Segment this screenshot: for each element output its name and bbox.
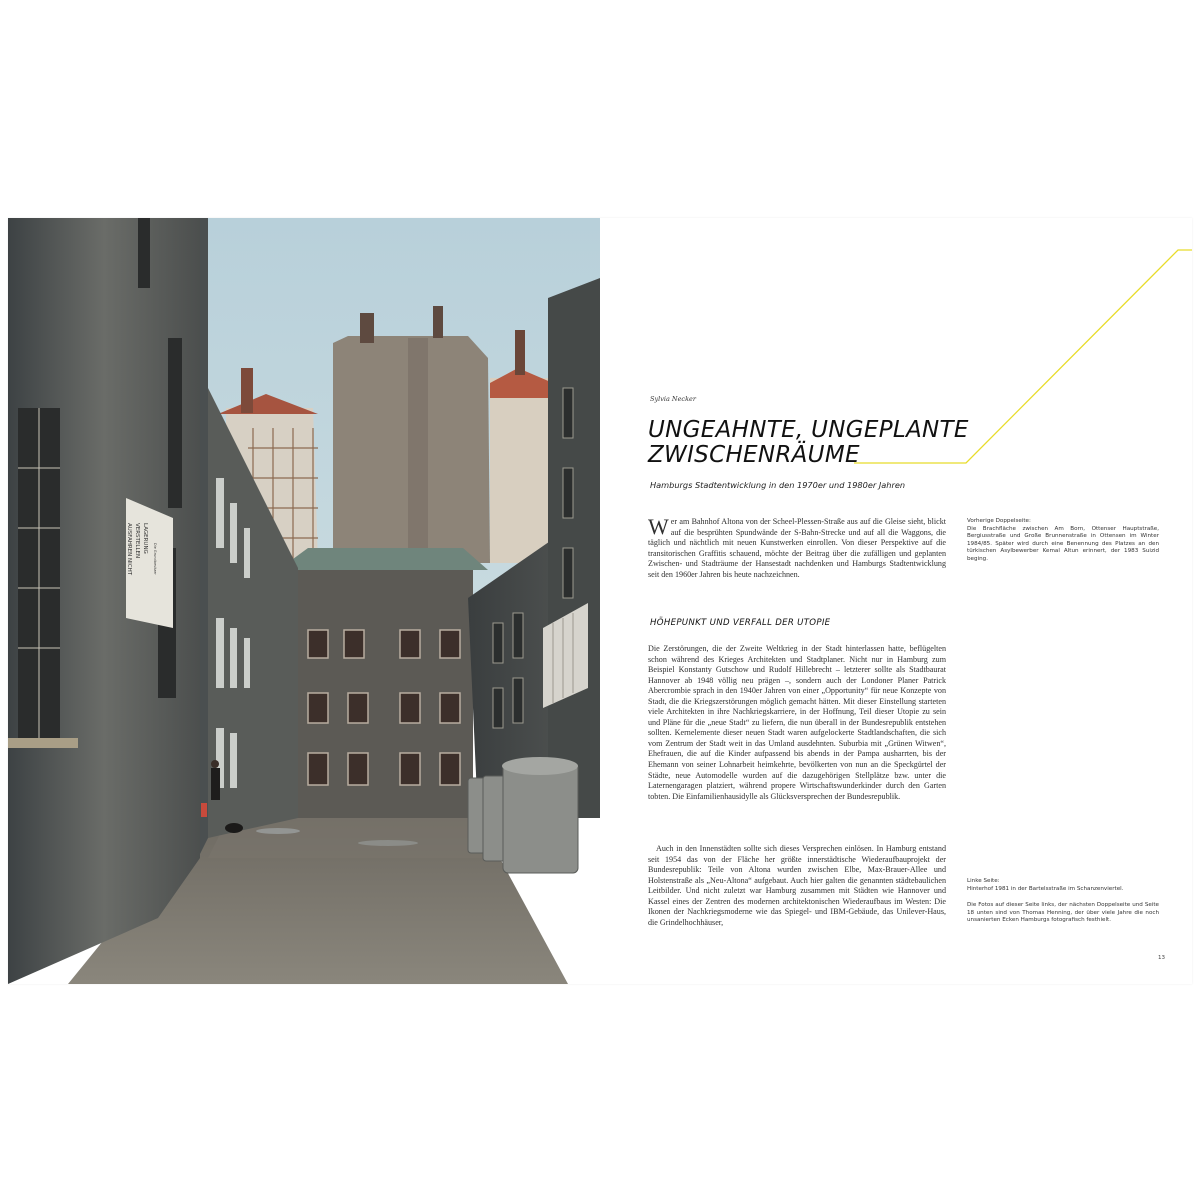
title-line: ZWISCHENRÄUME (648, 442, 860, 468)
caption-label: Linke Seite: (967, 878, 1000, 884)
sign-text: VERSTELLEN (134, 523, 140, 559)
caption-label: Vorherige Doppelseite: (967, 518, 1031, 524)
accent-line-decoration (600, 218, 1192, 518)
page-number: 13 (1158, 955, 1165, 961)
article-title (648, 418, 969, 468)
caption-text: Die Fotos auf dieser Seite links, der nächsten Doppelseite und Seite 18 unten sind von Thomas Henning, der über viele Jahre die noch unsanierten Ecken Hamburgs fotografisch festhielt. (967, 902, 1159, 924)
body-paragraph: Auch in den Innenstädten sollte sich dieses Versprechen einlösen. In Hamburg entstand seit 1954 das von der Fläche her größte innerstädtische Wiederaufbauprojekt der Bundesrepublik: Teile von Altona wurden zwischen Elbe, Max-Brauer-Allee und Holstenstraße als „Neu-Altona“ aufgebaut. Auch hier galten die genannten städtebaulichen Leitbilder. Und nicht zuletzt war Hamburg zusammen mit Städten wie Hannover und Kassel eines der Zentren des modernen architektonischen Wiederaufbaus im Westen: Die Ikonen der Nachkriegsmoderne wie das Spiegel- und IBM-Gebäude, das Unilever-Haus, die Grindelhochhäuser, (648, 844, 946, 927)
courtyard-photo (8, 218, 600, 984)
section-heading: HÖHEPUNKT UND VERFALL DER UTOPIE (650, 618, 831, 628)
intro-paragraph: Wer am Bahnhof Altona von der Scheel-Plessen-Straße aus auf die Gleise sieht, blickt auf die besprühten Spundwände der S-Bahn-Strecke und auf all die Waggons, die täglich und nächtlich mit neuen Kunstwerken einrollen. Von dieser Perspektive auf die transitorischen Graffitis schauend, möchte der Beitrag über die zufälligen und geplanten Zwischen- und Stadträume der Hansestadt nachdenken und Hamburgs Stadtentwicklung seit den 1960er Jahren bis heute nachzeichnen. (648, 514, 946, 579)
caption-left-page (967, 878, 1159, 893)
article-page (600, 218, 1192, 984)
author-name: Sylvia Necker (650, 395, 696, 403)
sign-text: AUSFAHREN NICHT (126, 523, 132, 576)
body-paragraph: Die Zerstörungen, die der Zweite Weltkrieg in der Stadt hinterlassen hatte, beflügelten schon während des Krieges Architekten und Stadtplaner. Nicht nur in Hamburg zum Beispiel Konstanty Gutschow und Rudolf Hillebrecht – letzterer sollte als Stadtbaurat Hannover ab 1948 völlig neu prägen –, sondern auch der Londoner Planer Patrick Abercrombie sprach in den 1940er Jahren von einer „Opportunity“ für neue Konzepte von Stadt, die die Kriegszerstörungen möglich gemacht hätten. Mit dieser Einstellung starteten viele Architekten in ihre Nachkriegskarriere, in der Hoffnung, Teil dieser Utopie zu sein und Pläne für die „neue Stadt“ zu liefern, die nun überall in der Bundesrepublik entstehen sollten. Kernelemente dieser neuen Stadt waren aufgelockerte Stadtlandschaften, die sich vom Zentrum der Stadt weit in das Umland ausdehnten. Suburbia mit „Grünen Witwen“, Ehefrauen, die auf die Kinder aufpassend bis abends in der Pampa ausharrten, bis der Ehemann von seiner Lohnarbeit heimkehrte, bevölkerten von nun an die Speckgürtel der Städte, neue Automodelle wurden auf die dazugehörigen Stellplätze bzw. unter die Laternengaragen platziert, während propere Wirtschaftswunderkinder durch den Garten tobten. Die Einfamilienhausidylle als Glücksversprechen der Bundesrepublik. (648, 644, 946, 801)
wall-sign (126, 498, 173, 628)
article-subtitle: Hamburgs Stadtentwicklung in den 1970er und 1980er Jahren (650, 480, 906, 490)
title-line: UNGEAHNTE, UNGEPLANTE (648, 417, 969, 443)
caption-text: Hinterhof 1981 in der Bartelsstraße im Schanzenviertel. (967, 885, 1124, 892)
sign-text: Die Grundbesitzer (153, 543, 157, 575)
caption-previous-spread (967, 518, 1159, 564)
sign-text: LAGERUNG (142, 523, 148, 554)
caption-photo-credit (967, 902, 1159, 925)
caption-text: Die Brachfläche zwischen Am Born, Ottenser Hauptstraße, Bergiusstraße und Große Brunnenstraße in Ottensen im Winter 1984/85. Später wird durch eine Benennung des Platzes an den türkischen Asylbewerber Kemal Altun erinnert, der 1983 Suizid beging. (967, 525, 1159, 562)
